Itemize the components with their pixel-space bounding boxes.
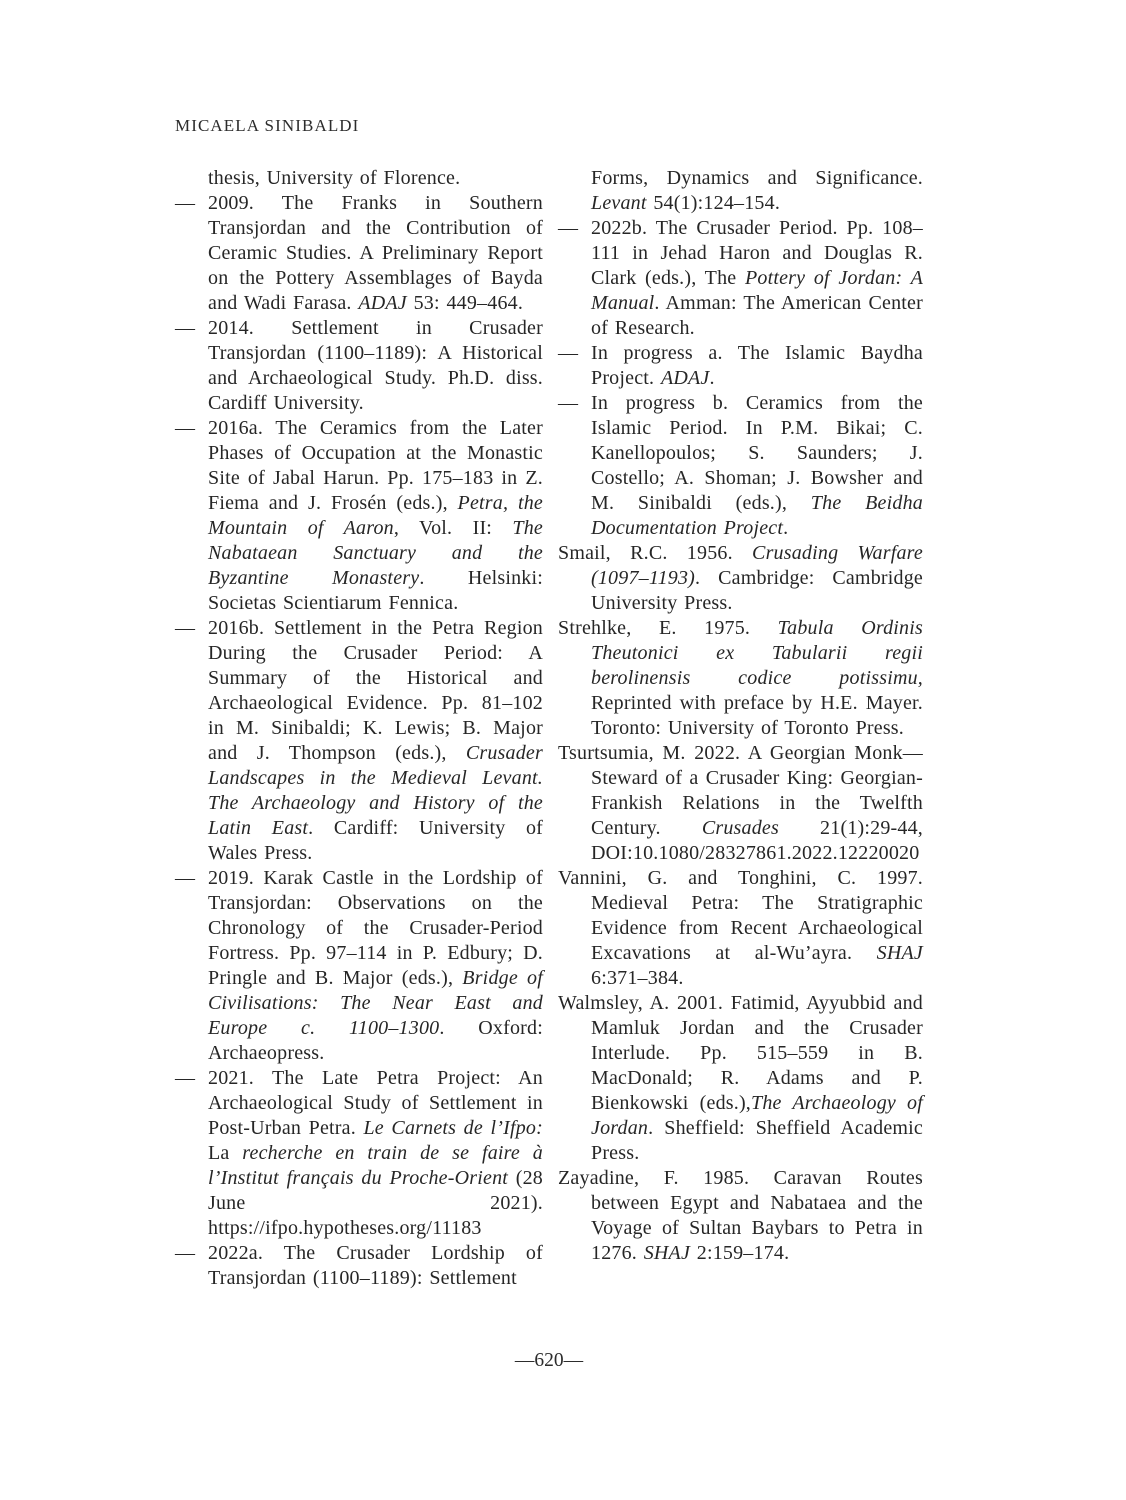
title-italic-text: Crusades — [701, 817, 779, 839]
reference-text: Tsurtsumia, M. 2022. A Georgian Monk—Steward of a Crusader King: Georgian-Frankish Relations in the Twelfth Century. — [558, 742, 923, 839]
author-repeat-dash: — — [175, 317, 196, 339]
reference-text: 2014. Settlement in Crusader Transjordan (1100–1189): A Historical and Archaeological Study. Ph.D. diss. Cardiff University. — [208, 317, 543, 414]
references-columns — [175, 166, 923, 1291]
reference-text: 21(1):29-44, DOI:10.1080/28327861.2022.12220020 — [591, 817, 923, 864]
reference-text: , Vol. II: — [393, 517, 513, 539]
reference-entry — [175, 616, 543, 866]
author-repeat-dash: — — [175, 617, 196, 639]
reference-entry — [558, 541, 923, 616]
reference-text: Vannini, G. and Tonghini, C. 1997. Medieval Petra: The Stratigraphic Evidence from Recent Archaeological Excavations at al-Wu’ayra. — [558, 867, 923, 964]
reference-entry — [558, 1166, 923, 1266]
reference-entry — [558, 741, 923, 866]
reference-entry — [175, 1241, 543, 1291]
reference-text: 2009. The Franks in Southern Transjordan and the Contribution of Ceramic Studies. A Preliminary Report on the Pottery Assemblages of Bayda and Wadi Farasa. — [208, 192, 543, 314]
title-italic-text: The Beidha Documentation Project — [591, 492, 923, 539]
reference-entry — [175, 316, 543, 416]
reference-text: Reprinted with preface by H.E. Mayer. Toronto: University of Toronto Press. — [591, 692, 923, 739]
reference-text: thesis, University of Florence. — [208, 167, 461, 189]
reference-text: (28 June 2021). https://ifpo.hypotheses.org/11183 — [208, 1167, 543, 1239]
running-header: MICAELA SINIBALDI — [175, 116, 360, 135]
reference-entry-text — [558, 1167, 923, 1264]
title-italic-text: ADAJ — [358, 292, 407, 314]
title-italic-text: The Nabataean Sanctuary and the Byzantine Monastery — [208, 517, 543, 589]
reference-entry-text — [208, 417, 543, 614]
reference-text: 54(1):124–154. — [646, 192, 781, 214]
title-italic-text: recherche en train de se faire à l’Institut français du Proche-Orient — [208, 1142, 543, 1189]
reference-text: Forms, Dynamics and Significance. — [591, 167, 923, 189]
title-italic-text: Crusader Landscapes in the Medieval Levant. The Archaeology and History of the Latin East — [208, 742, 543, 839]
reference-text: . Cambridge: Cambridge University Press. — [591, 567, 923, 614]
author-repeat-dash: — — [175, 192, 196, 214]
reference-text: In progress b. Ceramics from the Islamic Period. In P.M. Bikai; C. Kanellopoulos; S. Saunders; J. Costello; A. Shoman; J. Bowsher and M. Sinibaldi (eds.), — [591, 392, 923, 514]
title-italic-text: SHAJ — [876, 942, 923, 964]
reference-entry — [558, 341, 923, 391]
references-right-column — [558, 166, 923, 1291]
reference-entry-text — [208, 1067, 543, 1239]
reference-entry — [558, 166, 923, 216]
reference-text: Walmsley, A. 2001. Fatimid, Ayyubbid and Mamluk Jordan and the Crusader Interlude. Pp. 515–559 in B. MacDonald; R. Adams and P. Bienkowski (eds.), — [558, 992, 923, 1114]
reference-entry-text — [591, 342, 923, 389]
reference-entry-text — [208, 167, 460, 189]
reference-text: . Oxford: Archaeopress. — [208, 1017, 543, 1064]
title-italic-text: Levant — [591, 192, 647, 214]
reference-text: . — [709, 367, 715, 389]
reference-text: . Cardiff: University of Wales Press. — [208, 817, 544, 864]
reference-text: La — [208, 1142, 243, 1164]
reference-entry-text — [591, 392, 923, 539]
reference-entry-text — [558, 617, 923, 739]
reference-text: 2021. The Late Petra Project: An Archaeological Study of Settlement in Post-Urban Petra. — [208, 1067, 543, 1139]
reference-text: 2022b. The Crusader Period. Pp. 108–111 in Jehad Haron and Douglas R. Clark (eds.), The — [591, 217, 923, 289]
reference-entry-text — [558, 992, 923, 1164]
reference-entry-text — [208, 1242, 543, 1289]
reference-entry — [175, 416, 543, 616]
title-italic-text: Petra, the Mountain of Aaron — [208, 492, 543, 539]
reference-entry-text — [591, 217, 923, 339]
reference-text: 2:159–174. — [690, 1242, 790, 1264]
reference-text: Zayadine, F. 1985. Caravan Routes between Egypt and Nabataea and the Voyage of Sultan Baybars to Petra in 1276. — [558, 1167, 923, 1264]
reference-text: Smail, R.C. 1956. — [558, 542, 753, 564]
reference-text: 2019. Karak Castle in the Lordship of Transjordan: Observations on the Chronology of the Crusader-Period Fortress. Pp. 97–114 in P. Edbury; D. Pringle and B. Major (eds.), — [208, 867, 543, 989]
title-italic-text: Pottery of Jordan: A Manual — [591, 267, 924, 314]
reference-text: 6:371–384. — [591, 967, 684, 989]
reference-entry — [175, 191, 543, 316]
reference-entry — [558, 616, 923, 741]
title-italic-text: ADAJ — [660, 367, 710, 389]
title-italic-text: Le Carnets de l’Ifpo: — [363, 1117, 543, 1139]
author-repeat-dash: — — [175, 867, 196, 889]
reference-entry — [175, 166, 543, 191]
title-italic-text: SHAJ — [643, 1242, 691, 1264]
title-italic-text: Tabula Ordinis Theutonici ex Tabularii regii berolinensis codice potissimu, — [591, 617, 923, 689]
reference-text: In progress a. The Islamic Baydha Project. — [591, 342, 923, 389]
reference-text: 2016a. The Ceramics from the Later Phases of Occupation at the Monastic Site of Jabal Harun. Pp. 175–183 in Z. Fiema and J. Frosén (eds.), — [208, 417, 543, 514]
reference-entry — [558, 216, 923, 341]
reference-text: 2016b. Settlement in the Petra Region During the Crusader Period: A Summary of the Historical and Archaeological Evidence. Pp. 81–102 in M. Sinibaldi; K. Lewis; B. Major and J. Thompson (eds.), — [208, 617, 543, 764]
reference-entry — [558, 391, 923, 541]
reference-entry-text — [208, 867, 543, 1064]
author-repeat-dash: — — [558, 342, 579, 364]
author-repeat-dash: — — [175, 417, 196, 439]
reference-text: 53: 449–464. — [406, 292, 524, 314]
author-repeat-dash: — — [558, 392, 579, 414]
title-italic-text: The Archaeology of Jordan — [591, 1092, 923, 1139]
reference-text: Strehlke, E. 1975. — [558, 617, 778, 639]
author-repeat-dash: — — [175, 1067, 196, 1089]
reference-entry — [558, 866, 923, 991]
reference-text: . — [783, 517, 789, 539]
reference-entry-text — [208, 192, 543, 314]
reference-entry-text — [208, 317, 543, 414]
reference-entry-text — [208, 617, 543, 864]
references-left-column — [175, 166, 543, 1291]
reference-entry — [175, 1066, 543, 1241]
title-italic-text: Crusading Warfare (1097–1193) — [591, 542, 923, 589]
reference-entry-text — [558, 742, 923, 864]
reference-text: . Helsinki: Societas Scientiarum Fennica. — [208, 567, 543, 614]
reference-text: . Sheffield: Sheffield Academic Press. — [591, 1117, 923, 1164]
reference-entry — [175, 866, 543, 1066]
reference-entry-text — [591, 167, 923, 214]
author-repeat-dash: — — [558, 217, 579, 239]
reference-entry — [558, 991, 923, 1166]
reference-entry-text — [558, 867, 923, 989]
reference-entry-text — [558, 542, 923, 614]
page-number: —620— — [514, 1350, 584, 1371]
reference-text: 2022a. The Crusader Lordship of Transjordan (1100–1189): Settlement — [208, 1242, 543, 1289]
author-repeat-dash: — — [175, 1242, 196, 1264]
title-italic-text: Bridge of Civilisations: The Near East and Europe c. 1100–1300 — [208, 967, 543, 1039]
reference-text: . Amman: The American Center of Research. — [591, 292, 923, 339]
